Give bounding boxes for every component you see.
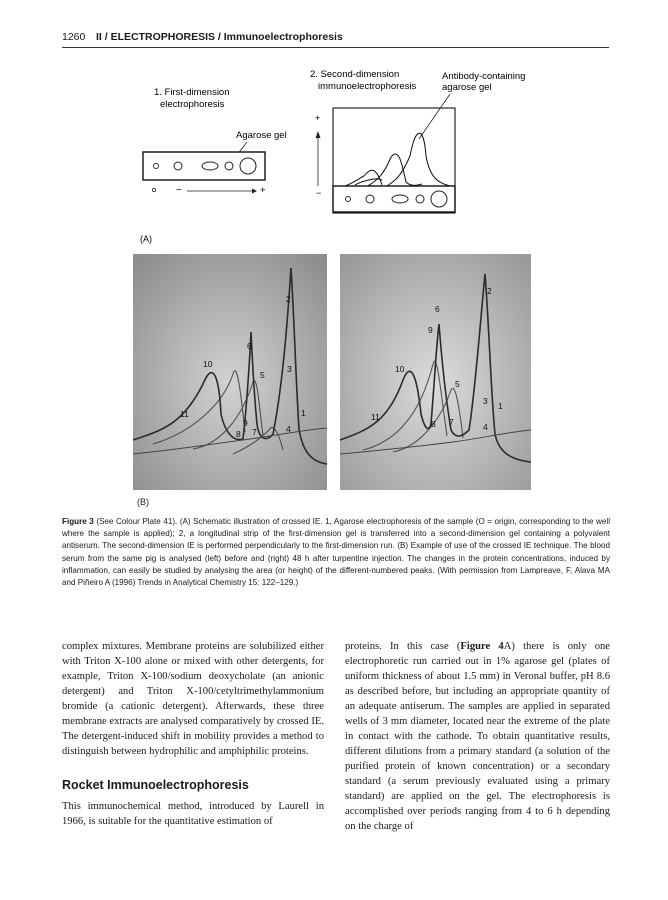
body-column-left (62, 639, 324, 829)
peak-label: 4 (483, 422, 488, 432)
paragraph-rest: A) there is only one electrophoretic run carried out in 1% agarose gel (plates of uniform thickness of about 1.5 mm) in Veronal buffer, pH 8.6 as described before, but including an appropriate quantity of an adequate antiserum. The samples are applied in separated wells of 3 mm diameter, located near the extreme of the plate in contact with the cathode. To obtain quantitative results, different dilutions from a primary standard (a solution of the purified protein of known concentration) or a secondary standard (a serum previously evaluated using a primary standard) are applied on the gel. The electrophoresis is accomplished over periods ranging from 4 to 6 h depending on the charge of (345, 641, 611, 832)
plus-sign: + (260, 185, 266, 196)
origin-marker (152, 188, 155, 191)
label-second-dimension: 2. Second-dimension immunoelectrophoresis (310, 69, 417, 92)
vertical-arrowhead (316, 131, 321, 138)
peak-label: 7 (449, 417, 454, 427)
peak-label: 2 (286, 294, 291, 304)
panel-label-b: (B) (137, 497, 149, 507)
paragraph-start: proteins. In this case ( (345, 641, 461, 652)
caption-text: (See Colour Plate 41). (A) Schematic illustration of crossed IE. 1, Agarose electrophoresis of the sample (O = origin, corresponding to the well where the sample is applied); 2, a longitudinal strip of the first-dimension gel is transferred into a second-dimension gel containing a polyvalent antiserum. The second-dimension IE is performed perpendicularly to the first-dimension run. (B) Example of use of the crossed IE technique. The blood serum from the same pig is analysed (left) before and (right) 48 h after turpentine injection. The changes in the protein concentrations, induced by inflammation, can easily be studied by analysing the area (or height) of the different-numbered peaks. (With permission from Lampreave, F, Alava MA and Piñeiro A (1996) Trends in Analytical Chemistry 15: 122–129.) (62, 517, 610, 588)
label-first-dimension: 1. First-dimension electrophoresis (154, 87, 230, 110)
peak-label: 10 (203, 359, 213, 369)
section-heading: Rocket Immunoelectrophoresis (62, 778, 249, 792)
peak-label: 9 (243, 418, 248, 428)
figure-photos (133, 254, 531, 490)
photo-after (340, 254, 531, 490)
peak-label: 11 (371, 412, 380, 422)
axis-plus: + (315, 113, 321, 123)
caption-label: Figure 3 (62, 517, 94, 526)
paragraph: This immunochemical method, introduced by Laurell in 1966, is suitable for the quantitative estimation of (62, 801, 324, 827)
peak-label: 1 (498, 401, 503, 411)
peak-label: 11 (180, 409, 189, 419)
peak-label: 8 (236, 429, 241, 439)
photo-before (133, 254, 327, 490)
peak-label: 9 (428, 325, 433, 335)
page-number: 1260 (62, 31, 86, 43)
running-header (62, 29, 609, 48)
peak-label: 3 (287, 364, 292, 374)
axis-minus: − (316, 188, 322, 198)
label-antibody-gel: Antibody-containing agarose gel (442, 71, 526, 93)
peak-label: 4 (286, 424, 291, 434)
peak-label: 8 (431, 419, 436, 429)
peak-label: 5 (455, 379, 460, 389)
figure-schematic (130, 62, 550, 244)
peak-label: 6 (435, 304, 440, 314)
peak-label: 2 (487, 286, 492, 296)
first-dim-gel-strip (143, 152, 265, 180)
peak-label: 10 (395, 364, 405, 374)
peak-label: 6 (247, 341, 252, 351)
minus-sign: − (176, 185, 182, 196)
body-column-right (345, 639, 610, 834)
figure-caption (62, 516, 610, 589)
peak-label: 7 (252, 427, 257, 437)
peak-label: 3 (483, 396, 488, 406)
second-dim-strip (333, 186, 455, 212)
running-title: II / ELECTROPHORESIS / Immunoelectrophoresis (96, 31, 343, 43)
paragraph (345, 639, 610, 834)
label-agarose-gel: Agarose gel (236, 130, 287, 141)
peak-label: 1 (301, 408, 306, 418)
direction-arrowhead (252, 189, 257, 194)
figure-reference[interactable]: Figure 4 (460, 641, 504, 652)
panel-label-a: (A) (140, 234, 152, 244)
paragraph: complex mixtures. Membrane proteins are solubilized either with Triton X-100 alone or mixed with other detergents, for example, Triton X-100/sodium deoxycholate (an anionic detergent) and Triton X-100/cetyltrimethylammonium bromide (a cationic detergent). Afterwards, these three membrane extracts are analysed comparatively by crossed IE. The detergent-induced shift in mobility provides a method to distinguish between hydrophilic and amphiphilic proteins. (62, 641, 324, 757)
peak-label: 5 (260, 370, 265, 380)
